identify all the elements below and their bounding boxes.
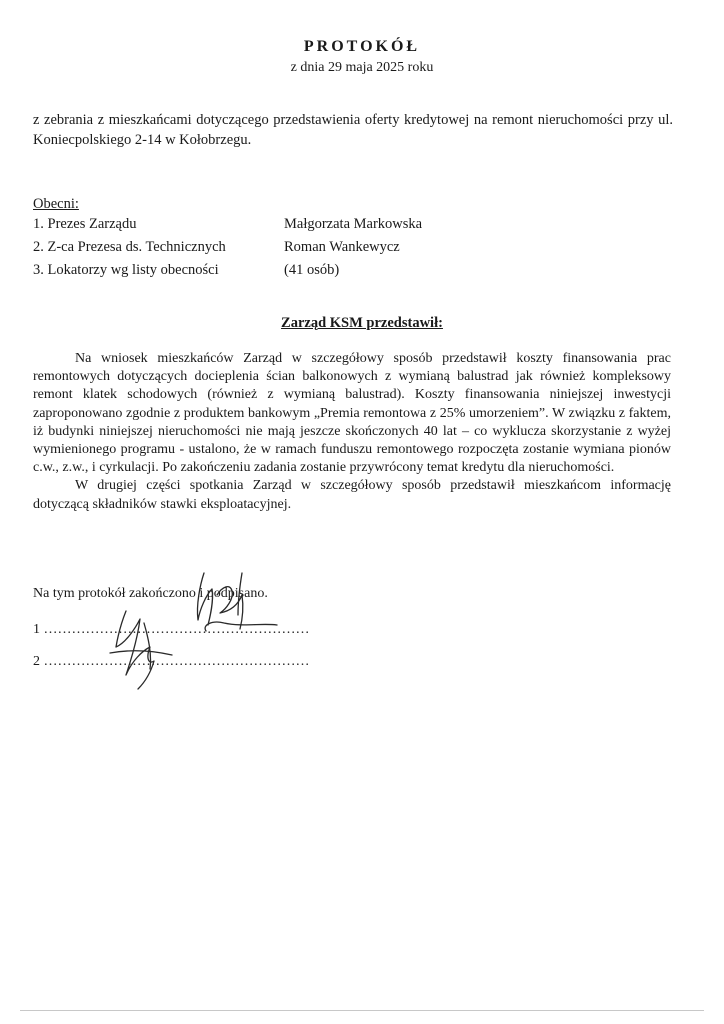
attendee-name: (41 osób) xyxy=(284,262,340,278)
attendee-row xyxy=(33,216,493,239)
present-heading: Obecni: xyxy=(33,196,79,212)
body-paragraph: Na wniosek mieszkańców Zarząd w szczegółowy sposób przedstawił koszty finansowania prac remontowych dotyczących docieplenia ścian balkonowych z wymianą balustrad jak również kompleksowy remont klatek schodowych (również z wymianą balustrad). Koszty finansowania niniejszej inwestycji zaproponowano zgodnie z produktem bankowym „Premia remontowa z 25% umorzeniem”. W związku z faktem, iż budynki niniejszej nieruchomości nie mają jeszcze skończonych 40 lat – co wyklucza skorzystanie z wyżej wymienionego programu - ustalono, że w ramach funduszu remontowego rozpoczęta zostanie wymiana pionów c.w., z.w., i cyrkulacji. Po zakończeniu zadania zostanie przywrócony temat kredytu dla nieruchomości. xyxy=(33,351,671,476)
closing-statement: Na tym protokół zakończono i podpisano. xyxy=(33,586,268,601)
document-date: z dnia 29 maja 2025 roku xyxy=(290,60,434,75)
page-bottom-rule xyxy=(20,1010,704,1011)
body-paragraph: W drugiej części spotkania Zarząd w szczegółowy sposób przedstawił mieszkańcom informację dotyczącą składników stawki eksploatacyjnej. xyxy=(33,478,671,512)
attendee-name: Roman Wankewycz xyxy=(284,239,400,255)
attendee-role: 1. Prezes Zarządu xyxy=(33,216,137,232)
section-body xyxy=(33,350,671,514)
handwritten-signature-icon xyxy=(92,565,282,695)
section-heading: Zarząd KSM przedstawił: xyxy=(281,315,443,331)
attendee-row xyxy=(33,262,493,285)
attendee-role: 3. Lokatorzy wg listy obecności xyxy=(33,262,219,278)
signature-line-2: 2 ………………………………………………… xyxy=(33,654,310,669)
document-title: PROTOKÓŁ xyxy=(303,38,421,55)
attendee-role: 2. Z-ca Prezesa ds. Technicznych xyxy=(33,239,226,255)
attendee-name: Małgorzata Markowska xyxy=(284,216,423,232)
attendees-list xyxy=(33,216,493,285)
attendee-row xyxy=(33,239,493,262)
intro-paragraph: z zebrania z mieszkańcami dotyczącego przedstawienia oferty kredytowej na remont nieruchomości przy ul. Koniecpolskiego 2-14 w Kołobrzegu. xyxy=(33,112,673,148)
signature-line-1: 1 ………………………………………………… xyxy=(33,622,310,637)
